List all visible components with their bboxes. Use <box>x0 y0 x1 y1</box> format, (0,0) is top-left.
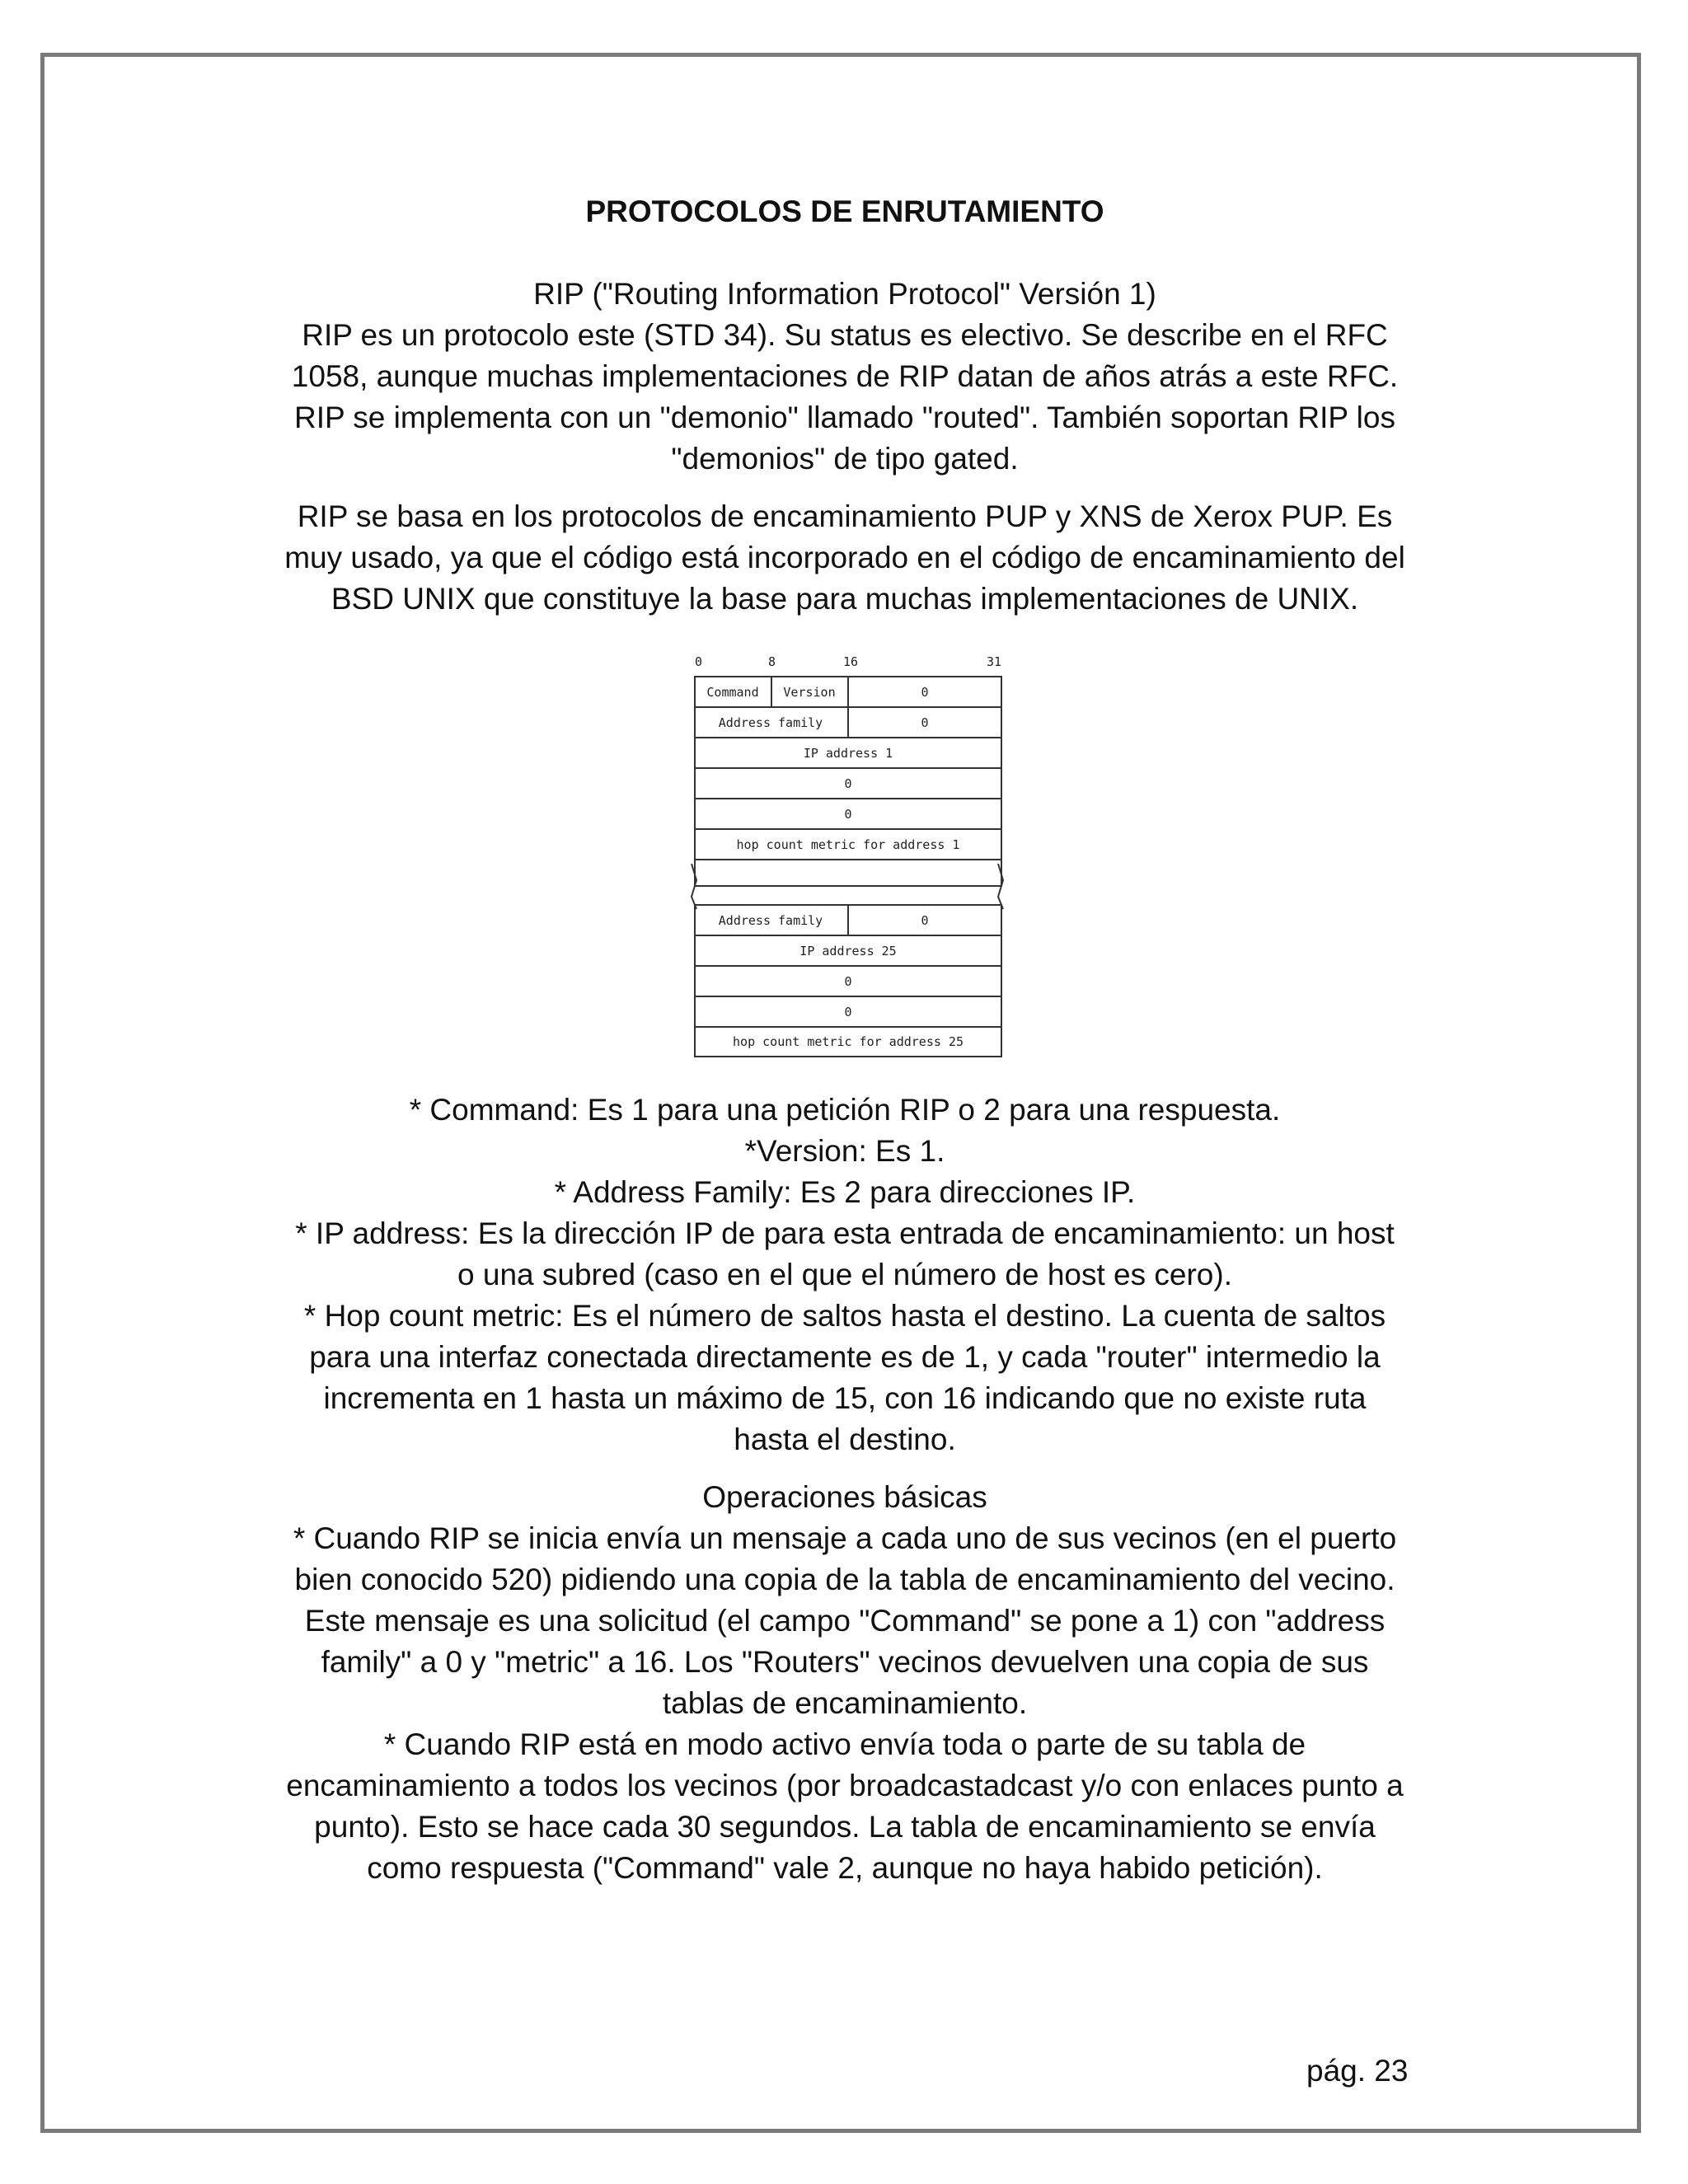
field-line: hasta el destino. <box>734 1422 956 1456</box>
para2-line: muy usado, ya que el código está incorporado en el código de encaminamiento del <box>284 541 1405 574</box>
para2-line: BSD UNIX que constituye la base para muchas implementaciones de UNIX. <box>331 582 1359 616</box>
field-line: * Hop count metric: Es el número de saltos hasta el destino. La cuenta de saltos <box>303 1299 1386 1333</box>
operations-line: bien conocido 520) pidiendo una copia de la tabla de encaminamiento del vecino. <box>294 1563 1395 1596</box>
field-zero: 0 <box>844 807 852 822</box>
field-zero: 0 <box>921 913 929 928</box>
rip-packet-format-diagram <box>688 649 1010 1062</box>
bit-label: 8 <box>768 654 776 669</box>
operations-line: Este mensaje es una solicitud (el campo "Command" se pone a 1) con "address <box>304 1604 1386 1638</box>
field-zero: 0 <box>921 715 929 730</box>
field-version: Version <box>783 685 836 700</box>
field-hop-count-1: hop count metric for address 1 <box>736 837 960 852</box>
intro-line: RIP ("Routing Information Protocol" Versión 1) <box>533 277 1156 311</box>
field-line: incrementa en 1 hasta un máximo de 15, con 16 indicando que no existe ruta <box>323 1381 1367 1415</box>
operations-line: punto). Esto se hace cada 30 segundos. La tabla de encaminamiento se envía <box>314 1810 1376 1844</box>
field-line: * Address Family: Es 2 para direcciones IP. <box>554 1175 1136 1209</box>
field-line: para una interfaz conectada directamente es de 1, y cada "router" intermedio la <box>309 1340 1381 1374</box>
field-line: * Command: Es 1 para una petición RIP o 2 para una respuesta. <box>409 1093 1281 1127</box>
intro-line: 1058, aunque muchas implementaciones de RIP datan de años atrás a este RFC. <box>291 359 1399 393</box>
bit-label: 16 <box>843 654 859 669</box>
intro-line: "demonios" de tipo gated. <box>671 442 1019 476</box>
field-line: * IP address: Es la dirección IP de para esta entrada de encaminamiento: un host <box>295 1216 1395 1250</box>
field-ip-address-1: IP address 1 <box>803 746 893 761</box>
field-line: *Version: Es 1. <box>744 1134 945 1168</box>
operations-line: family" a 0 y "metric" a 16. Los "Routers" vecinos devuelven una copia de sus <box>321 1645 1369 1679</box>
operations-line: tablas de encaminamiento. <box>662 1686 1028 1720</box>
intro-line: RIP es un protocolo este (STD 34). Su status es electivo. Se describe en el RFC <box>302 318 1388 352</box>
intro-line: RIP se implementa con un "demonio" llamado "routed". También soportan RIP los <box>294 401 1395 434</box>
operations-line: * Cuando RIP se inicia envía un mensaje a cada uno de sus vecinos (en el puerto <box>293 1521 1397 1555</box>
fields-description <box>223 1090 1467 1889</box>
field-zero: 0 <box>844 974 852 989</box>
bit-label: 0 <box>695 654 703 669</box>
operations-line: como respuesta ("Command" vale 2, aunque no haya habido petición). <box>367 1851 1323 1885</box>
intro-paragraph <box>223 274 1467 620</box>
operations-line: encaminamiento a todos los vecinos (por broadcastadcast y/o con enlaces punto a <box>286 1769 1404 1802</box>
field-zero: 0 <box>921 685 929 700</box>
field-address-family: Address family <box>718 913 823 928</box>
operations-line: * Cuando RIP está en modo activo envía toda o parte de su tabla de <box>383 1727 1306 1761</box>
operations-heading: Operaciones básicas <box>702 1480 987 1514</box>
field-command: Command <box>706 685 759 700</box>
bit-label: 31 <box>987 654 1002 669</box>
field-zero: 0 <box>844 1005 852 1019</box>
page-title: PROTOCOLOS DE ENRUTAMIENTO <box>585 194 1104 228</box>
field-line: o una subred (caso en el que el número de host es cero). <box>457 1258 1232 1291</box>
field-zero: 0 <box>844 776 852 791</box>
field-address-family: Address family <box>718 715 823 730</box>
para2-line: RIP se basa en los protocolos de encaminamiento PUP y XNS de Xerox PUP. Es <box>297 499 1393 533</box>
page-number: pág. 23 <box>1306 2054 1409 2088</box>
field-hop-count-25: hop count metric for address 25 <box>733 1034 964 1049</box>
field-ip-address-25: IP address 25 <box>799 944 897 958</box>
